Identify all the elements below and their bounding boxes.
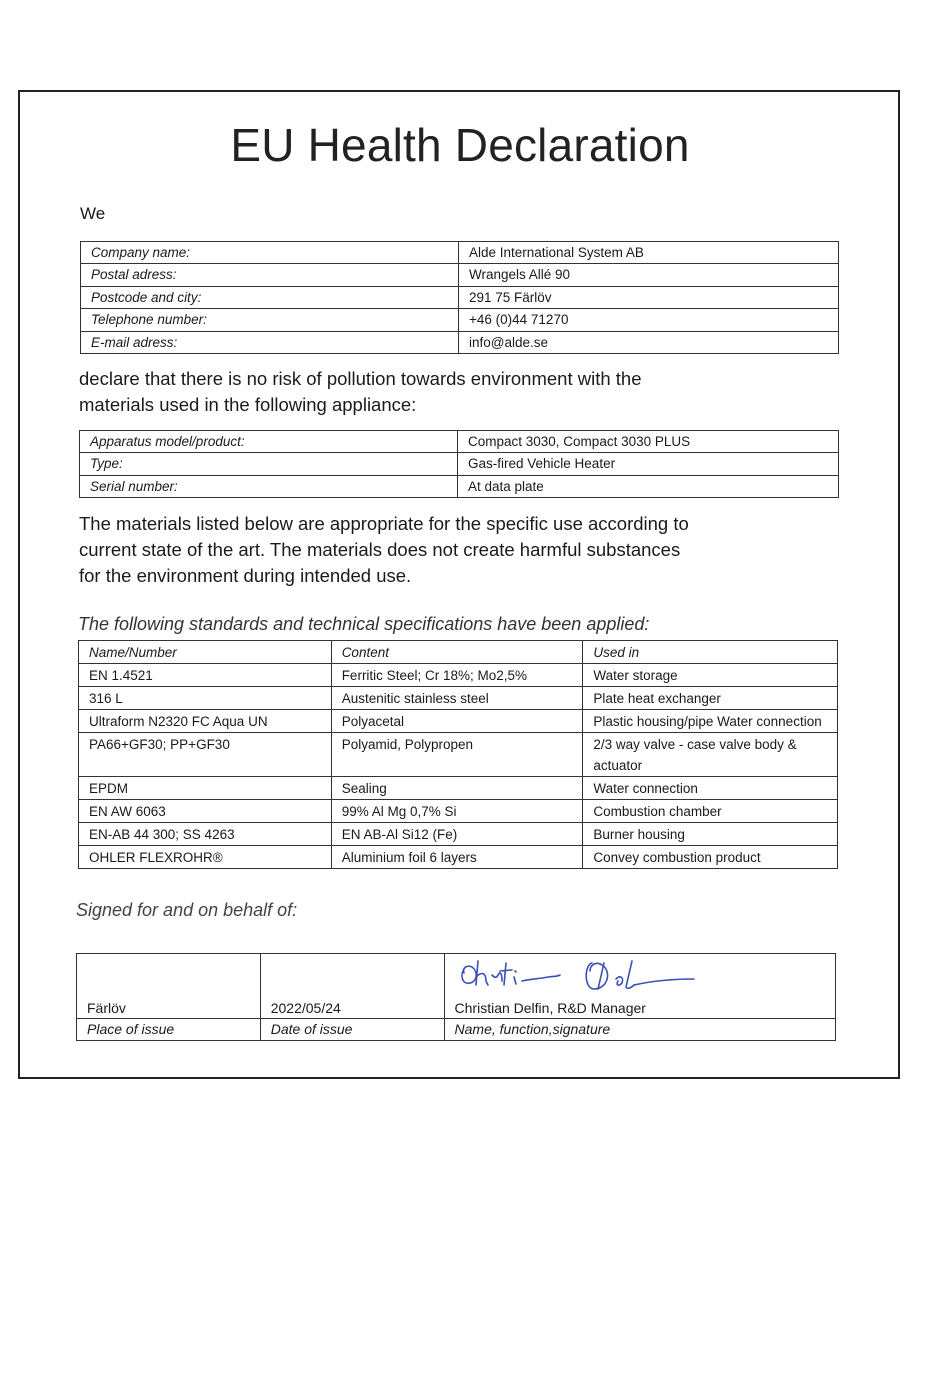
table-row — [81, 264, 839, 286]
table-row — [79, 846, 838, 869]
table-row — [79, 733, 838, 777]
table-row — [81, 242, 839, 264]
paragraph-line: declare that there is no risk of pollution towards environment with the — [79, 368, 642, 389]
material-name: EN 1.4521 — [79, 664, 332, 687]
intro-text: We — [80, 204, 106, 223]
appliance-value: Gas-fired Vehicle Heater — [458, 453, 839, 475]
table-row — [80, 453, 839, 475]
material-name: EN-AB 44 300; SS 4263 — [79, 823, 332, 846]
material-used: Convey combustion product — [583, 846, 838, 869]
column-header-content: Content — [331, 641, 583, 664]
table-row — [80, 475, 839, 497]
table-row — [80, 431, 839, 453]
table-row — [81, 331, 839, 353]
material-used: Water connection — [583, 777, 838, 800]
material-used: Combustion chamber — [583, 800, 838, 823]
material-content: 99% Al Mg 0,7% Si — [331, 800, 583, 823]
appliance-value: Compact 3030, Compact 3030 PLUS — [458, 431, 839, 453]
date-of-issue-label: Date of issue — [260, 1019, 444, 1041]
table-row — [79, 823, 838, 846]
material-content: EN AB-Al Si12 (Fe) — [331, 823, 583, 846]
table-row — [81, 286, 839, 308]
signature-labels-row — [77, 1019, 836, 1041]
handwritten-signature — [456, 955, 706, 997]
material-content: Polyacetal — [331, 710, 583, 733]
company-value: +46 (0)44 71270 — [459, 309, 839, 331]
appliance-table — [79, 430, 839, 498]
name-function-value: Christian Delfin, R&D Manager — [444, 954, 835, 1019]
company-value: info@alde.se — [459, 331, 839, 353]
standards-caption: The following standards and technical specifications have been applied: — [78, 614, 650, 634]
table-row — [79, 800, 838, 823]
material-used: Plate heat exchanger — [583, 687, 838, 710]
company-value: Wrangels Allé 90 — [459, 264, 839, 286]
paragraph-line: current state of the art. The materials does not create harmful substances — [79, 539, 681, 560]
company-value: Alde International System AB — [459, 242, 839, 264]
material-content: Sealing — [331, 777, 583, 800]
company-label: Telephone number: — [81, 309, 459, 331]
material-used: Plastic housing/pipe Water connection — [583, 710, 838, 733]
date-of-issue-value: 2022/05/24 — [260, 954, 444, 1019]
material-content: Austenitic stainless steel — [331, 687, 583, 710]
appliance-label: Serial number: — [80, 475, 458, 497]
material-name: PA66+GF30; PP+GF30 — [79, 733, 332, 777]
table-header-row — [79, 641, 838, 664]
appliance-value: At data plate — [458, 475, 839, 497]
company-label: Company name: — [81, 242, 459, 264]
material-name: EN AW 6063 — [79, 800, 332, 823]
company-label: Postcode and city: — [81, 286, 459, 308]
table-row — [79, 777, 838, 800]
place-of-issue-value: Färlöv — [77, 954, 261, 1019]
material-name: Ultraform N2320 FC Aqua UN — [79, 710, 332, 733]
name-function-label: Name, function,signature — [444, 1019, 835, 1041]
place-of-issue-label: Place of issue — [77, 1019, 261, 1041]
materials-table — [78, 640, 838, 869]
company-label: Postal adress: — [81, 264, 459, 286]
page-title: EU Health Declaration — [230, 119, 690, 171]
column-header-used: Used in — [583, 641, 838, 664]
paragraph-line: The materials listed below are appropriate for the specific use according to — [79, 513, 689, 534]
material-name: 316 L — [79, 687, 332, 710]
material-content: Aluminium foil 6 layers — [331, 846, 583, 869]
material-content: Polyamid, Polypropen — [331, 733, 583, 777]
material-used: Water storage — [583, 664, 838, 687]
appliance-label: Apparatus model/product: — [80, 431, 458, 453]
table-row — [81, 309, 839, 331]
table-row — [79, 710, 838, 733]
material-name: EPDM — [79, 777, 332, 800]
table-row — [79, 687, 838, 710]
paragraph-line: materials used in the following appliance: — [79, 394, 417, 415]
signed-caption: Signed for and on behalf of: — [76, 900, 298, 920]
column-header-name: Name/Number — [79, 641, 332, 664]
materials-paragraph — [79, 511, 689, 589]
material-name: OHLER FLEXROHR® — [79, 846, 332, 869]
material-content: Ferritic Steel; Cr 18%; Mo2,5% — [331, 664, 583, 687]
company-value: 291 75 Färlöv — [459, 286, 839, 308]
company-table — [80, 241, 839, 354]
company-label: E-mail adress: — [81, 331, 459, 353]
appliance-label: Type: — [80, 453, 458, 475]
declaration-paragraph — [79, 366, 642, 418]
paragraph-line: for the environment during intended use. — [79, 565, 412, 586]
material-used: Burner housing — [583, 823, 838, 846]
material-used: 2/3 way valve - case valve body & actuator — [583, 733, 838, 777]
table-row — [79, 664, 838, 687]
